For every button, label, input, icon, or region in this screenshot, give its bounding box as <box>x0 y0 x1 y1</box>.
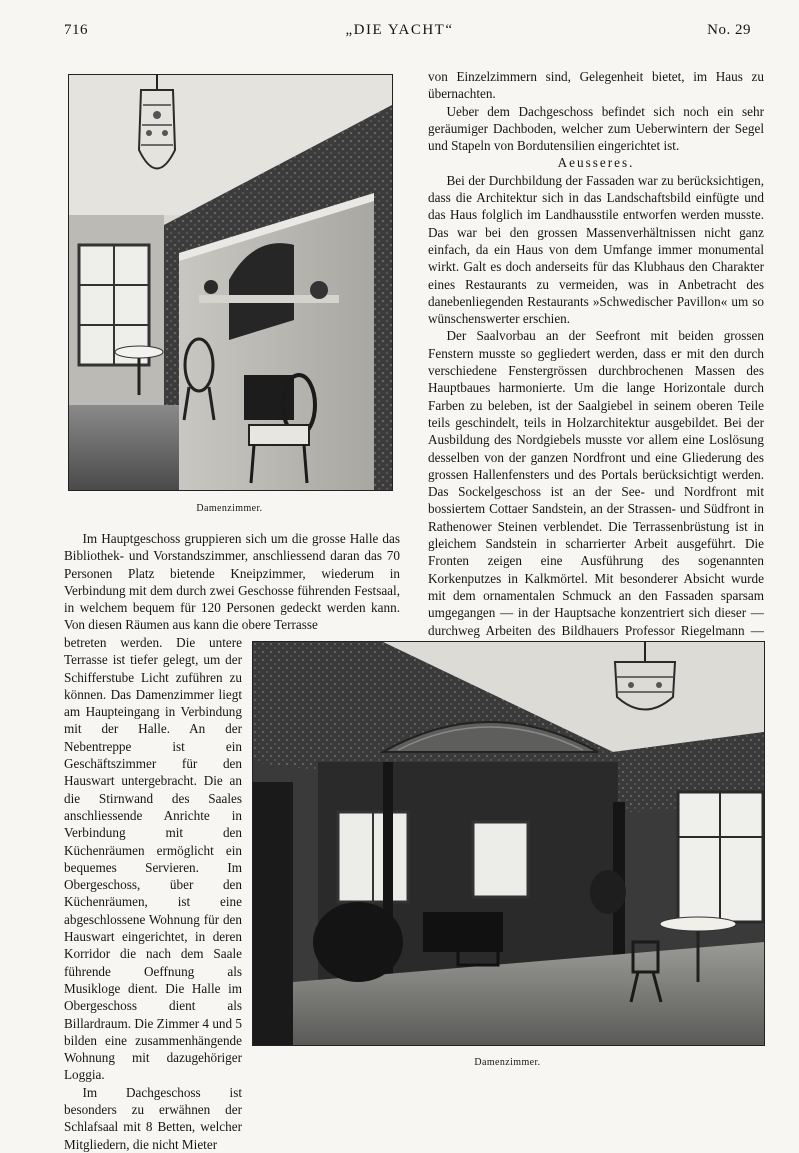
photo-ladies-room-fireplace-drawing <box>69 75 392 490</box>
left-wide-paragraph: Im Hauptgeschoss gruppieren sich um die grosse Halle das Bibliothek- und Vorstandszimmer, anschliessend daran das 70 Personen Platz bietende Kneipzimmer, wiederum in Verbindung mit dem durch zwei Geschosse führenden Festsaal, in welchem bequem für 120 Personen gedeckt werden kann. Von diesen Räumen aus kann die obere Terrasse <box>64 531 400 633</box>
right-column-paragraph: von Einzelzimmern sind, Gelegenheit bietet, im Haus zu übernachten. <box>428 69 764 102</box>
issue-number: No. 29 <box>707 22 751 38</box>
left-narrow-text <box>64 634 242 1153</box>
left-wide-text <box>64 530 400 634</box>
right-column-paragraph: Der Saalvorbau an der Seefront mit beiden grossen Fenstern musste so gegliedert werden, dass er mit den durch verschiedene Fenstergrössen durchbrochenen Massen des Hauptbaues harmonierte. Um die lange Horizontale durch Farben zu beleben, ist der Saalgiebel in seinem oberen Teile teils geschindelt, teils in Holzarchitektur ausgebildet. Bei der Ausbildung des Nordgiebels musste vor allem eine Loslösung desselben von der ganzen Nordfront und eine Gliederung des grossen Hallenfensters und des Portals berücksichtigt werden. Das Sockelgeschoss ist an der See- und Nordfront mit bossiertem Cottaer Sandstein, an der Strassen- und Südfront in Rathenower Steinen verblendet. Die Terrassenbrüstung ist in gleichem Sandstein in scharrierter Arbeit ausgeführt. Die Fronten zeigen eine Ausführung des sogenannten Korkenputzes in Kalkmörtel. Mit besonderer Absicht wurde mit dem ornamentalen Schmuck an den Fassaden sparsam umgegangen — in der Hauptsache konzentriert sich dieser — durchweg Arbeiten des Bildhauers Professor Riegelmann — <box>428 328 764 638</box>
right-column-paragraph: Ueber dem Dachgeschoss befindet sich noch ein sehr geräumiger Dachboden, welcher zum Ueberwintern der Segel und Stapeln von Bordutensilien eingerichtet ist. <box>428 103 764 154</box>
figure-top-caption: Damenzimmer. <box>196 503 263 514</box>
photo-ladies-room-hall <box>252 641 765 1046</box>
left-narrow-paragraph: betreten werden. Die untere Terrasse ist tiefer gelegt, um der Schifferstube Licht zuführen zu können. Das Damenzimmer liegt am Haupteingang in Verbindung mit der Halle. An der Nebentreppe ist ein Geschäftszimmer für den Hauswart untergebracht. Die an die Stirnwand des Saales anschliessende Anrichte in Verbindung mit den Küchenräumen ermöglicht ein bequemes Servieren. Im Obergeschoss, über den Küchenräumen, ist eine abgeschlossene Wohnung für den Hauswart eingerichtet, in deren Korridor die nach dem Saale führende Oeffnung als Musikloge dient. Die Halle im Obergeschoss dient als Billardraum. Die Zimmer 4 und 5 bilden eine zusammenhängende Wohnung mit dazugehöriger Loggia. <box>64 635 242 1083</box>
journal-title: „DIE YACHT“ <box>345 22 454 38</box>
figure-bottom-caption: Damenzimmer. <box>474 1057 541 1068</box>
photo-ladies-room-hall-drawing <box>253 642 764 1045</box>
section-title-exterior: Aeusseres. <box>557 155 635 171</box>
right-column-text <box>428 68 764 691</box>
photo-ladies-room-fireplace <box>68 74 393 491</box>
left-narrow-paragraph: Im Dachgeschoss ist besonders zu erwähnen der Schlafsaal mit 8 Betten, welcher Mitgliedern, die nicht Mieter <box>64 1084 242 1152</box>
page-number: 716 <box>64 22 88 38</box>
right-column-paragraph: Bei der Durchbildung der Fassaden war zu berücksichtigen, dass die Architektur sich in das Landschaftsbild einfügte und das Haus folglich im Landhausstile entworfen werden musste. Das war bei den grossen Massenverhältnissen nicht ganz einfach, da ein Haus von dem Umfange immer monumental wirkt. Galt es doch anderseits für das Klubhaus den Charakter eines Restaurants zu vermeiden, was in Anbetracht des danebenliegenden Restaurants »Schwedischer Pavillon« um so wünschenswerter erschien. <box>428 172 764 327</box>
